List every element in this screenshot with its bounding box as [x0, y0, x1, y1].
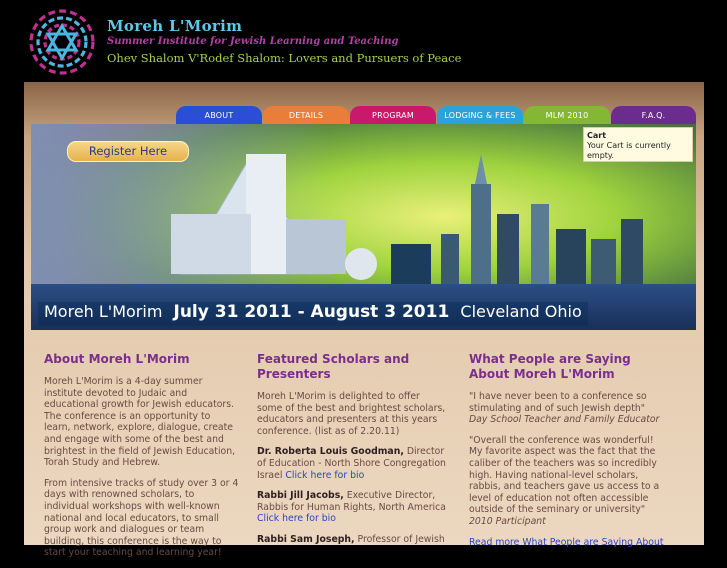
tab-mlm-2010[interactable]: MLM 2010	[524, 106, 610, 124]
testimonial-item	[469, 391, 664, 426]
cart-status: Your Cart is currently empty.	[587, 141, 671, 160]
cart-widget	[583, 127, 693, 162]
about-paragraph: Moreh L'Morim is a 4-day summer institute devoted to Judaic and educational growth for Jewish educators. The conference is an opportunity to learn, network, explore, dialogue, create and engage with some of the best and brightest in the field of Jewish Education, Torah Study and Hebrew.	[44, 376, 236, 469]
testimonial-item	[469, 537, 664, 549]
event-caption	[38, 302, 588, 326]
scholars-column	[257, 352, 447, 555]
scholar-item	[257, 490, 447, 525]
scholars-heading: Featured Scholars and Presenters	[257, 352, 410, 381]
scholar-name: Rabbi Sam Joseph,	[257, 533, 355, 545]
testimonial-quote: "I have never been to a conference so stimulating and of such Jewish depth"	[469, 391, 647, 414]
read-more-link[interactable]: Read more What People are Saying About	[469, 536, 664, 548]
tab-about[interactable]: ABOUT	[176, 106, 262, 124]
scholar-bio-link[interactable]: Click here for bio	[257, 513, 336, 525]
cart-title: Cart	[587, 131, 607, 140]
scholar-desc: Executive Director, Rabbis for Human Rights, North America	[257, 490, 446, 513]
about-paragraph: From intensive tracks of study over 3 or 4 days with renowned scholars, to individual workshops with well-known national and local educators, to small group work and dialogues or team building, this conference is the way to start your teaching and learning year!	[44, 477, 239, 559]
tab-details[interactable]: DETAILS	[263, 106, 349, 124]
about-heading: About Moreh L'Morim	[44, 352, 190, 366]
site-header	[0, 0, 727, 80]
testimonial-item	[469, 435, 664, 528]
scholar-item	[257, 446, 447, 481]
testimonials-heading: What People are Saying About Moreh L'Morim	[469, 352, 631, 381]
star-of-david-logo-icon[interactable]	[24, 6, 100, 78]
site-motto: Ohev Shalom V'Rodef Shalom: Lovers and Pursuers of Peace	[107, 51, 462, 65]
site-title[interactable]: Moreh L'Morim	[107, 17, 243, 35]
scholar-desc: Professor of Jewish	[354, 533, 445, 545]
scholars-intro: Moreh L'Morim is delighted to offer some of the best and brightest scholars, educators and presenters at this years conference. (list as of 2.20.11)	[257, 391, 446, 437]
tab-program[interactable]: PROGRAM	[350, 106, 436, 124]
testimonial-quote: "Overall the conference was wonderful! My favorite aspect was the fact that the caliber of the teachers was so incredibly high. Having national-level scholars, rabbis, and teachers gave us access to a level of education not often accessible outside of the seminary or university"	[469, 434, 660, 516]
caption-dates: July 31 2011 - August 3 2011	[173, 302, 450, 322]
scholar-item	[257, 534, 447, 546]
testimonial-author: Day School Teacher and Family Educator	[469, 414, 660, 426]
scholar-name: Dr. Roberta Louis Goodman,	[257, 446, 404, 458]
scholar-name: Rabbi Jill Jacobs,	[257, 490, 344, 502]
tab-faq[interactable]: F.A.Q.	[611, 106, 696, 124]
register-button[interactable]: Register Here	[67, 141, 189, 162]
caption-place: Cleveland Ohio	[460, 302, 582, 321]
about-column	[44, 352, 239, 568]
caption-name: Moreh L'Morim	[44, 302, 163, 321]
testimonial-author: 2010 Participant	[469, 515, 546, 527]
scholar-bio-link[interactable]: Click here for bio	[285, 469, 365, 481]
tab-lodging-fees[interactable]: LODGING & FEES	[437, 106, 523, 124]
scholar-desc: Director of Education - North Shore Congregation Israel	[257, 446, 446, 481]
site-subtitle: Summer Institute for Jewish Learning and Teaching	[107, 36, 399, 47]
testimonials-column	[469, 352, 664, 557]
